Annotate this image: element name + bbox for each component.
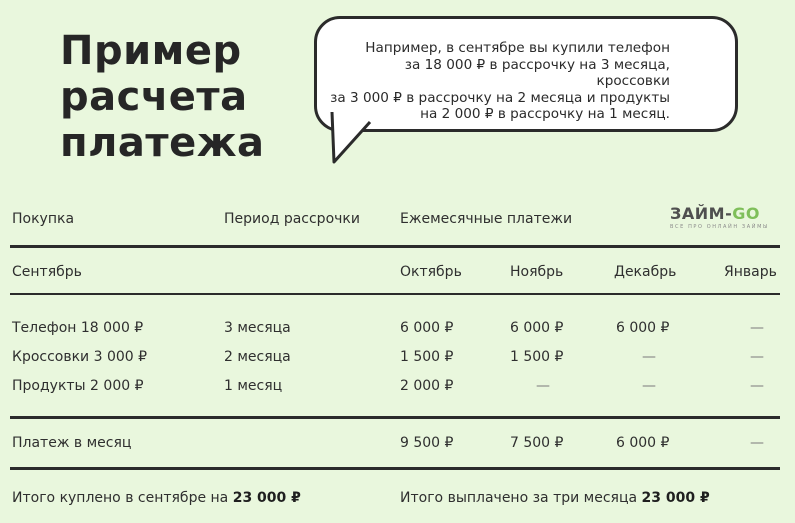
subheader-m1: Октябрь bbox=[400, 264, 462, 280]
total-label: Платеж в месяц bbox=[12, 435, 132, 451]
row-2-m4: — bbox=[750, 349, 764, 365]
total-m1: 9 500 ₽ bbox=[400, 435, 454, 451]
footer-paid-label: Итого выплачено за три месяца bbox=[400, 490, 638, 506]
logo-text: ЗАЙМ- bbox=[670, 204, 733, 223]
row-3-item: Продукты 2 000 ₽ bbox=[12, 378, 144, 394]
row-1-m2: 6 000 ₽ bbox=[510, 320, 564, 336]
row-2-m3: — bbox=[642, 349, 656, 365]
row-3-period: 1 месяц bbox=[224, 378, 283, 394]
row-3-m4: — bbox=[750, 378, 764, 394]
bubble-line-1: Например, в сентябре вы купили телефон bbox=[365, 40, 670, 56]
divider-total bbox=[10, 416, 780, 419]
title-line-3: платежа bbox=[60, 120, 265, 166]
footer-paid bbox=[400, 489, 710, 507]
footer-bought-value: 23 000 ₽ bbox=[232, 490, 301, 506]
title-line-1: Пример bbox=[60, 28, 242, 74]
subheader-m4: Январь bbox=[724, 264, 777, 280]
total-m4: — bbox=[750, 435, 764, 451]
total-m3: 6 000 ₽ bbox=[616, 435, 670, 451]
row-2-item: Кроссовки 3 000 ₽ bbox=[12, 349, 148, 365]
brand-logo bbox=[670, 204, 769, 230]
row-1-m1: 6 000 ₽ bbox=[400, 320, 454, 336]
bubble-line-4: на 2 000 ₽ в рассрочку на 1 месяц. bbox=[420, 106, 670, 122]
header-period: Период рассрочки bbox=[224, 211, 360, 227]
header-purchase: Покупка bbox=[12, 211, 75, 227]
subheader-month: Сентябрь bbox=[12, 264, 82, 280]
footer-bought-label: Итого куплено в сентябре на bbox=[12, 490, 229, 506]
page-title bbox=[60, 28, 265, 166]
row-2-period: 2 месяца bbox=[224, 349, 291, 365]
footer-bought bbox=[12, 489, 301, 507]
row-1-item: Телефон 18 000 ₽ bbox=[12, 320, 144, 336]
total-m2: 7 500 ₽ bbox=[510, 435, 564, 451]
row-3-m1: 2 000 ₽ bbox=[400, 378, 454, 394]
divider-footer bbox=[10, 467, 780, 470]
row-2-m2: 1 500 ₽ bbox=[510, 349, 564, 365]
logo-go: GO bbox=[732, 204, 760, 223]
row-3-m2: — bbox=[536, 378, 550, 394]
divider-subheader bbox=[10, 293, 780, 295]
divider-header bbox=[10, 245, 780, 248]
row-2-m1: 1 500 ₽ bbox=[400, 349, 454, 365]
bubble-line-3: за 3 000 ₽ в рассрочку на 2 месяца и продукты bbox=[330, 89, 670, 106]
footer-paid-value: 23 000 ₽ bbox=[641, 490, 710, 506]
logo-tagline: ВСЕ ПРО ОНЛАЙН ЗАЙМЫ bbox=[670, 224, 770, 230]
row-1-period: 3 месяца bbox=[224, 320, 291, 336]
bubble-line-2: за 18 000 ₽ в рассрочку на 3 месяца, кроссовки bbox=[404, 56, 670, 89]
row-1-m4: — bbox=[750, 320, 764, 336]
subheader-m2: Ноябрь bbox=[510, 264, 564, 280]
subheader-m3: Декабрь bbox=[614, 264, 677, 280]
header-monthly: Ежемесячные платежи bbox=[400, 211, 573, 227]
speech-bubble-text bbox=[330, 40, 670, 123]
row-1-m3: 6 000 ₽ bbox=[616, 320, 670, 336]
title-line-2: расчета bbox=[60, 74, 248, 120]
row-3-m3: — bbox=[642, 378, 656, 394]
